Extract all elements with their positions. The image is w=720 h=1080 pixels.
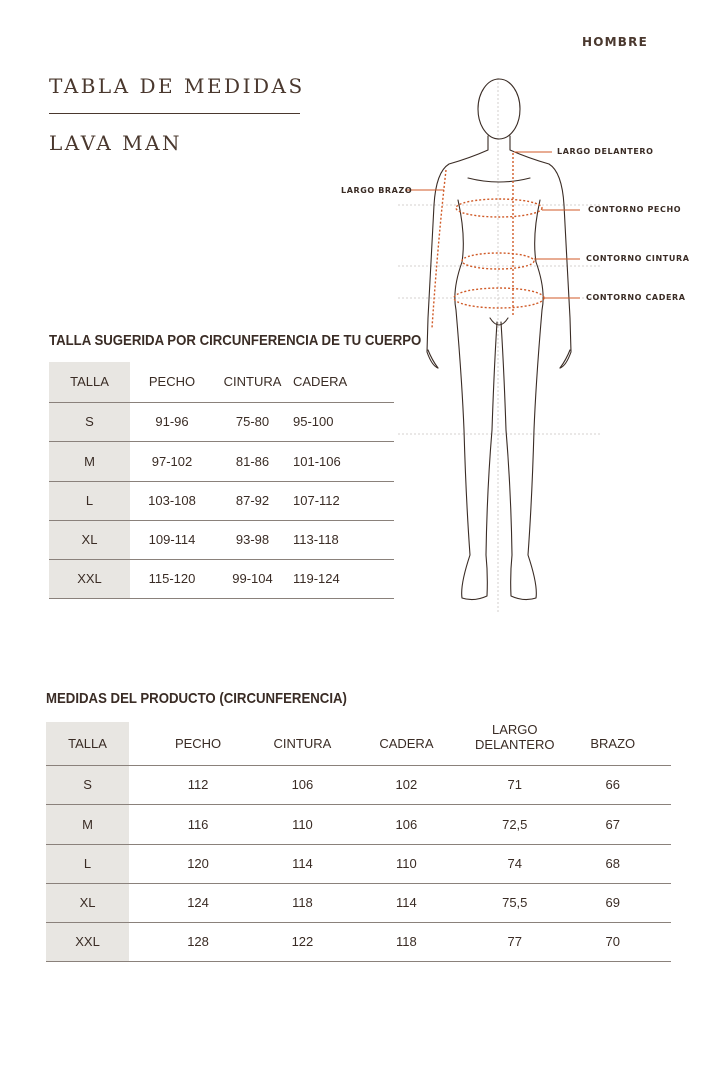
page-title: TABLA DE MEDIDAS: [49, 74, 305, 98]
table-header-row: [49, 362, 394, 402]
figure-outline: [427, 79, 571, 600]
size-cell: XL: [49, 520, 130, 559]
table-cell: 128: [129, 922, 267, 961]
table-cell: 74: [475, 844, 554, 883]
product-measurements-table: [46, 722, 671, 962]
table-cell: 107-112: [291, 481, 394, 520]
column-header: CINTURA: [273, 735, 332, 751]
table-cell: 102: [338, 765, 475, 804]
table-cell: 122: [267, 922, 338, 961]
table-cell: 110: [338, 844, 475, 883]
table-cell: 95-100: [291, 402, 394, 441]
table-cell: 116: [129, 804, 267, 844]
table-cell: 114: [267, 844, 338, 883]
table-cell: 113-118: [291, 520, 394, 559]
table-cell: 70: [554, 922, 671, 961]
table-cell: 106: [338, 804, 475, 844]
size-cell: S: [46, 765, 129, 804]
label-largo-brazo: LARGO BRAZO: [341, 186, 413, 195]
table-cell: 66: [554, 765, 671, 804]
column-header: CADERA: [379, 735, 434, 751]
column-header: CINTURA: [223, 374, 282, 390]
table-row: [49, 441, 394, 481]
table-cell: 115-120: [130, 559, 214, 598]
table-cell: 97-102: [130, 441, 214, 481]
table-cell: 118: [338, 922, 475, 961]
table-row: [46, 922, 671, 961]
body-size-table: [49, 362, 394, 599]
title-divider: [49, 113, 300, 114]
column-header: TALLA: [49, 362, 130, 402]
size-cell: S: [49, 402, 130, 441]
table-row: [49, 559, 394, 598]
table-cell: 109-114: [130, 520, 214, 559]
table-cell: 87-92: [214, 481, 291, 520]
table-header-row: [46, 722, 671, 765]
table-row: [46, 765, 671, 804]
label-contorno-cintura: CONTORNO CINTURA: [586, 254, 690, 263]
table-row: [46, 883, 671, 922]
table-cell: 99-104: [214, 559, 291, 598]
table-cell: 81-86: [214, 441, 291, 481]
table-cell: 114: [338, 883, 475, 922]
body-size-heading: TALLA SUGERIDA POR CIRCUNFERENCIA DE TU CUERPO: [49, 332, 422, 349]
table-cell: 106: [267, 765, 338, 804]
table-cell: 103-108: [130, 481, 214, 520]
table-cell: 101-106: [291, 441, 394, 481]
table-cell: 68: [554, 844, 671, 883]
label-contorno-pecho: CONTORNO PECHO: [588, 205, 682, 214]
table-cell: 93-98: [214, 520, 291, 559]
size-cell: L: [49, 481, 130, 520]
product-name: LAVA MAN: [49, 131, 183, 155]
table-row: [49, 520, 394, 559]
table-row: [46, 844, 671, 883]
table-cell: 72,5: [475, 804, 554, 844]
table-cell: 71: [475, 765, 554, 804]
size-cell: M: [49, 441, 130, 481]
column-header: PECHO: [174, 735, 222, 751]
leader-lines: [405, 152, 580, 298]
size-cell: XXL: [49, 559, 130, 598]
size-cell: L: [46, 844, 129, 883]
size-cell: XXL: [46, 922, 129, 961]
column-header: CADERA: [293, 374, 348, 390]
product-measurements-heading: MEDIDAS DEL PRODUCTO (CIRCUNFERENCIA): [46, 690, 347, 707]
gender-label: HOMBRE: [582, 35, 648, 49]
table-cell: 77: [475, 922, 554, 961]
table-cell: 118: [267, 883, 338, 922]
size-cell: XL: [46, 883, 129, 922]
table-row: [46, 804, 671, 844]
table-row: [49, 481, 394, 520]
table-cell: 75-80: [214, 402, 291, 441]
table-row: [49, 402, 394, 441]
figure-guides: [398, 78, 600, 612]
table-cell: 110: [267, 804, 338, 844]
table-cell: 75,5: [475, 883, 554, 922]
table-cell: 119-124: [291, 559, 394, 598]
size-cell: M: [46, 804, 129, 844]
table-cell: 120: [129, 844, 267, 883]
body-measurement-figure: [395, 76, 645, 616]
label-largo-delantero: LARGO DELANTERO: [557, 147, 654, 156]
label-contorno-cadera: CONTORNO CADERA: [586, 293, 686, 302]
column-header: LARGO DELANTERO: [475, 722, 555, 753]
table-cell: 124: [129, 883, 267, 922]
table-cell: 91-96: [130, 402, 214, 441]
column-header: TALLA: [46, 722, 129, 765]
table-cell: 69: [554, 883, 671, 922]
table-cell: 67: [554, 804, 671, 844]
column-header: PECHO: [148, 374, 196, 390]
table-cell: 112: [129, 765, 267, 804]
column-header: BRAZO: [590, 735, 636, 751]
